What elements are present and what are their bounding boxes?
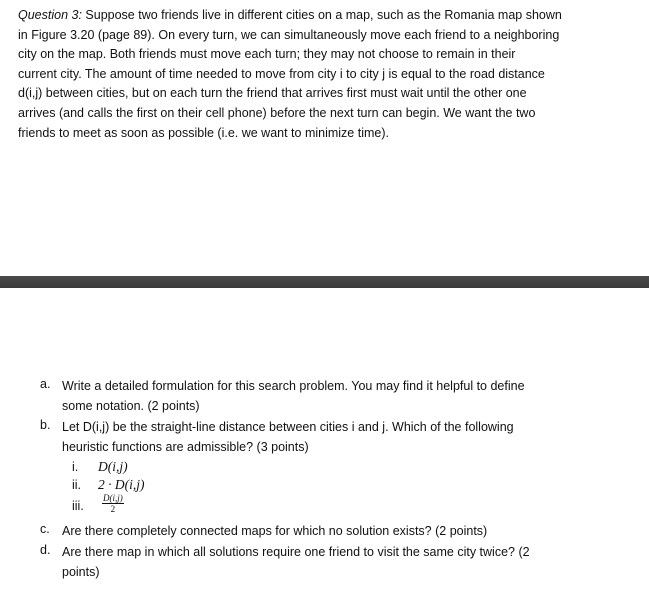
item-a-marker: a. xyxy=(40,377,51,391)
item-b-line-2: heuristic functions are admissible? (3 points) xyxy=(62,439,309,454)
item-c-marker: c. xyxy=(40,522,50,536)
item-a-line-1: Write a detailed formulation for this search problem. You may find it helpful to define xyxy=(62,379,525,393)
option-ii-expr: 2 · D(i,j) xyxy=(98,477,145,492)
item-d-line-2: points) xyxy=(62,564,100,579)
item-c-line-1: Are there completely connected maps for which no solution exists? (2 points) xyxy=(62,524,488,538)
option-iii xyxy=(72,499,98,513)
option-iii-numeral: iii. xyxy=(72,499,84,513)
option-ii-numeral: ii. xyxy=(72,478,82,492)
item-b-marker: b. xyxy=(40,418,51,432)
page-divider xyxy=(0,276,649,288)
question-line-2: in Figure 3.20 (page 89). On every turn, we can simultaneously move each friend to a neighboring xyxy=(18,27,560,42)
question-line-6: arrives (and calls the first on their cell phone) before the next turn can begin. We want the two xyxy=(18,105,536,120)
question-line-1: Question 3: Suppose two friends live in different cities on a map, such as the Romania map shown xyxy=(18,8,562,22)
question-paragraph xyxy=(18,6,630,143)
item-d-line-1: Are there map in which all solutions require one friend to visit the same city twice? (2 xyxy=(62,545,530,559)
item-b-line-1: Let D(i,j) be the straight-line distance between cities i and j. Which of the following xyxy=(62,420,514,434)
question-line-3: city on the map. Both friends must move each turn; they may not choose to remain in their xyxy=(18,47,516,62)
fraction-denominator: 2 xyxy=(110,504,116,514)
question-line-4: current city. The amount of time needed to move from city i to city j is equal to the road distance xyxy=(18,66,545,81)
question-label: Question 3: xyxy=(18,8,82,22)
option-i-numeral: i. xyxy=(72,460,79,474)
option-i-expr: D(i,j) xyxy=(98,459,128,474)
option-iii-fraction xyxy=(102,493,124,514)
question-line-7: friends to meet as soon as possible (i.e. we want to minimize time). xyxy=(18,125,389,140)
question-line-5: d(i,j) between cities, but on each turn the friend that arrives first must wait until the other one xyxy=(18,86,527,101)
item-d-marker: d. xyxy=(40,543,51,557)
option-ii xyxy=(72,477,145,493)
option-i xyxy=(72,459,128,475)
fraction-numerator: D(i,j) xyxy=(103,493,123,503)
item-a-line-2: some notation. (2 points) xyxy=(62,398,200,413)
